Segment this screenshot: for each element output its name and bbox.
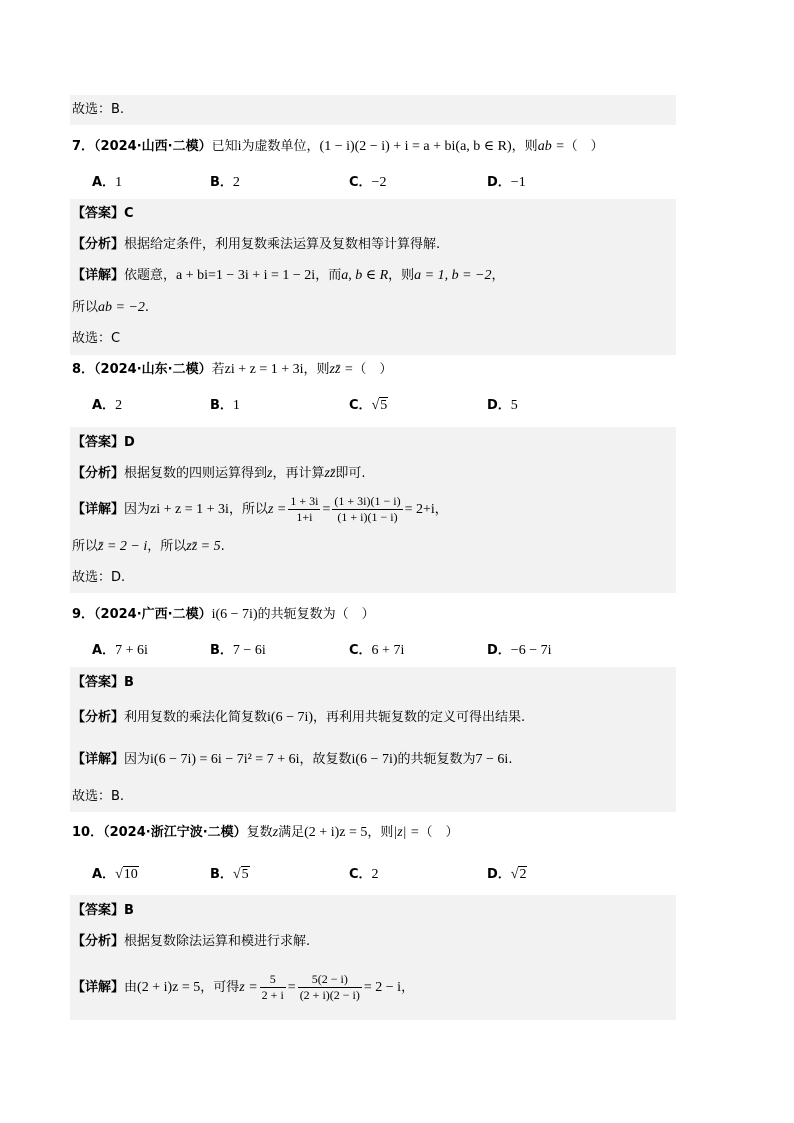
question-7-options xyxy=(0,173,794,193)
question-source: （2024·山西·二模） xyxy=(94,139,212,154)
detail-math: z = xyxy=(267,502,287,517)
stem-math: |z| = xyxy=(393,825,420,840)
detail-text: ，则 xyxy=(388,268,415,283)
stem-math: z xyxy=(272,825,279,840)
option-label: D． xyxy=(487,643,511,658)
fraction xyxy=(332,494,402,525)
answer-tag: 【答案】 xyxy=(72,903,125,918)
option-value: 2 xyxy=(371,867,379,882)
question-9-options xyxy=(0,641,794,661)
stem-text: 满足 xyxy=(278,825,305,840)
answer-value: B xyxy=(124,903,134,918)
radicand: 5 xyxy=(241,867,249,882)
analysis-tag: 【分析】 xyxy=(72,237,125,252)
question-number: 10． xyxy=(72,825,104,840)
detail-math: zi + z = 1 + 3i xyxy=(150,502,229,517)
detail-tag: 【详解】 xyxy=(72,980,125,995)
conclusion-text: 故选：B. xyxy=(72,102,125,117)
answer-line xyxy=(72,901,134,921)
option-d xyxy=(487,865,527,885)
fraction-denominator: 1+i xyxy=(296,510,313,524)
option-c xyxy=(349,865,379,885)
conclusion-line xyxy=(72,568,125,588)
analysis-text: ，再计算 xyxy=(272,466,325,481)
detail-math: ab = −2 xyxy=(98,300,145,315)
fraction-denominator: 2 + i xyxy=(261,988,284,1002)
answer-parentheses: （ ） xyxy=(564,139,604,154)
answer-value: B xyxy=(124,675,134,690)
detail-math: i(6 − 7i) xyxy=(351,752,398,767)
fraction-denominator: (1 + i)(1 − i) xyxy=(337,510,398,524)
question-10-options xyxy=(0,865,794,885)
detail-text: . xyxy=(220,539,225,554)
answer-parentheses: （ ） xyxy=(335,607,375,622)
question-10-stem xyxy=(72,823,458,843)
detail-text: ，可得 xyxy=(200,980,240,995)
analysis-text: ，再利用共轭复数的定义可得出结果. xyxy=(313,710,526,725)
analysis-line xyxy=(72,235,440,255)
question-8-stem xyxy=(72,360,392,380)
stem-text: ，则 xyxy=(511,139,538,154)
detail-line xyxy=(72,970,414,1006)
answer-line xyxy=(72,433,135,453)
stem-math: i(6 − 7i) xyxy=(211,607,258,622)
radical-sign: √ xyxy=(371,398,380,413)
equals-sign: = xyxy=(322,502,331,517)
fraction-numerator: 5 xyxy=(260,972,286,988)
radicand: 2 xyxy=(519,867,527,882)
detail-text: ， xyxy=(491,268,505,283)
option-label: B． xyxy=(210,175,233,190)
option-b xyxy=(210,173,240,193)
analysis-line xyxy=(72,464,366,484)
answer-parentheses: （ ） xyxy=(419,825,459,840)
prev-conclusion xyxy=(72,100,124,120)
detail-text: ，所以 xyxy=(147,539,187,554)
option-label: D． xyxy=(487,867,511,882)
stem-text: ，则 xyxy=(367,825,394,840)
detail-text: ，故复数 xyxy=(299,752,352,767)
option-label: A． xyxy=(92,398,116,413)
detail-math: 7 − 6i xyxy=(475,752,509,767)
solution-block-prev xyxy=(70,95,676,125)
option-value: 6 + 7i xyxy=(371,643,405,658)
option-value: −2 xyxy=(371,175,387,190)
question-source: （2024·浙江宁波·二模） xyxy=(103,825,247,840)
detail-math: a, b ∈ R xyxy=(341,268,389,283)
question-number: 8． xyxy=(72,362,95,377)
detail-tag: 【详解】 xyxy=(72,502,125,517)
conclusion-text: 故选：B. xyxy=(72,789,125,804)
detail-text: 由 xyxy=(124,980,138,995)
analysis-text: 根据给定条件，利用复数乘法运算及复数相等计算得解. xyxy=(124,237,441,252)
option-label: D． xyxy=(487,398,511,413)
detail-math: (2 + i)z = 5 xyxy=(137,980,201,995)
option-b xyxy=(210,396,240,416)
detail-text: ，所以 xyxy=(228,502,268,517)
stem-equation: zi + z = 1 + 3i xyxy=(224,362,304,377)
analysis-math: i(6 − 7i) xyxy=(267,710,314,725)
answer-value: D xyxy=(124,435,135,450)
option-value: 2 xyxy=(115,398,123,413)
radical-sign: √ xyxy=(232,867,241,882)
stem-text: 已知 xyxy=(211,139,238,154)
stem-text: 若 xyxy=(211,362,225,377)
detail-math: z = xyxy=(239,980,258,995)
answer-tag: 【答案】 xyxy=(72,675,125,690)
analysis-text: 根据复数的四则运算得到 xyxy=(124,466,268,481)
answer-value: C xyxy=(124,206,134,221)
option-label: A． xyxy=(92,175,116,190)
option-label: B． xyxy=(210,643,233,658)
analysis-math: z xyxy=(267,466,273,481)
option-value: 7 − 6i xyxy=(232,643,266,658)
detail-math: zz̄ = 5 xyxy=(186,539,221,554)
option-label: C． xyxy=(349,398,372,413)
detail-math: = 2+i xyxy=(404,502,435,517)
conclusion-text: 故选：C xyxy=(72,331,121,346)
option-label: B． xyxy=(210,867,233,882)
analysis-math: zz̄ xyxy=(324,466,336,481)
option-a xyxy=(92,865,139,885)
fraction xyxy=(288,494,320,525)
option-label: C． xyxy=(349,175,372,190)
option-value: 2 xyxy=(232,175,240,190)
option-label: A． xyxy=(92,643,116,658)
question-number: 7． xyxy=(72,139,95,154)
answer-line xyxy=(72,204,134,224)
detail-text: 的共轭复数为 xyxy=(397,752,476,767)
option-label: B． xyxy=(210,398,233,413)
detail-line xyxy=(72,750,512,770)
detail-math: z̄ = 2 − i xyxy=(98,539,148,554)
detail-text: 所以 xyxy=(72,300,99,315)
radicand: 5 xyxy=(380,398,388,413)
option-value: −1 xyxy=(510,175,526,190)
analysis-text: 根据复数除法运算和模进行求解. xyxy=(124,934,311,949)
analysis-text: 利用复数的乘法化简复数 xyxy=(124,710,268,725)
equals-sign: = xyxy=(287,980,296,995)
analysis-line xyxy=(72,708,525,728)
stem-math: ab = xyxy=(537,139,565,154)
detail-tag: 【详解】 xyxy=(72,268,125,283)
fraction-denominator: (2 + i)(2 − i) xyxy=(299,988,360,1002)
option-d xyxy=(487,173,526,193)
option-value: 1 xyxy=(115,175,123,190)
radical-sign: √ xyxy=(115,867,123,882)
stem-equation: (1 − i)(2 − i) + i = a + bi(a, b ∈ R) xyxy=(319,139,512,154)
analysis-line xyxy=(72,932,310,952)
option-b xyxy=(210,641,266,661)
stem-text: 的共轭复数为 xyxy=(257,607,336,622)
detail-text: ， xyxy=(434,502,448,517)
analysis-tag: 【分析】 xyxy=(72,710,125,725)
conclusion-line xyxy=(72,787,124,807)
analysis-tag: 【分析】 xyxy=(72,466,125,481)
detail-line xyxy=(72,492,448,528)
detail-continued-line xyxy=(72,537,225,557)
detail-math: a + bi=1 − 3i + i = 1 − 2i xyxy=(176,268,316,283)
question-source: （2024·山东·二模） xyxy=(94,362,212,377)
question-9-stem xyxy=(72,605,375,625)
stem-math: i xyxy=(237,139,242,154)
detail-text: 因为 xyxy=(124,502,151,517)
option-value: 5 xyxy=(510,398,518,413)
option-label: C． xyxy=(349,643,372,658)
detail-math: = 2 − i xyxy=(363,980,402,995)
detail-tag: 【详解】 xyxy=(72,752,125,767)
option-d xyxy=(487,396,518,416)
fraction xyxy=(298,972,362,1003)
detail-math: a = 1, b = −2 xyxy=(414,268,492,283)
option-a xyxy=(92,641,148,661)
fraction-numerator: (1 + 3i)(1 − i) xyxy=(334,494,401,508)
detail-math: i(6 − 7i) = 6i − 7i² = 7 + 6i xyxy=(150,752,300,767)
detail-text: 因为 xyxy=(124,752,151,767)
option-d xyxy=(487,641,551,661)
stem-text: 复数 xyxy=(246,825,273,840)
option-a xyxy=(92,173,122,193)
analysis-tag: 【分析】 xyxy=(72,934,125,949)
answer-line xyxy=(72,673,134,693)
option-label: C． xyxy=(349,867,372,882)
radical-sign: √ xyxy=(510,867,519,882)
detail-text: 依题意， xyxy=(124,268,177,283)
detail-text: 所以 xyxy=(72,539,99,554)
conclusion-text: 故选：D. xyxy=(72,570,126,585)
question-source: （2024·广西·二模） xyxy=(94,607,212,622)
fraction-numerator: 5(2 − i) xyxy=(298,972,362,988)
stem-text: 为虚数单位， xyxy=(241,139,320,154)
option-a xyxy=(92,396,122,416)
answer-tag: 【答案】 xyxy=(72,206,125,221)
question-8-options xyxy=(0,396,794,416)
answer-parentheses: （ ） xyxy=(353,362,393,377)
conclusion-line xyxy=(72,329,120,349)
option-b xyxy=(210,865,250,885)
detail-text: ， xyxy=(401,980,415,995)
radicand: 10 xyxy=(123,867,138,882)
option-c xyxy=(349,173,386,193)
question-number: 9． xyxy=(72,607,95,622)
detail-line xyxy=(72,266,505,286)
option-value: 7 + 6i xyxy=(115,643,148,658)
option-label: D． xyxy=(487,175,511,190)
fraction xyxy=(260,972,286,1003)
detail-text: . xyxy=(508,752,513,767)
question-7-stem xyxy=(72,137,604,157)
detail-text: ，而 xyxy=(315,268,342,283)
solution-block-q9 xyxy=(70,667,676,812)
detail-text: . xyxy=(144,300,150,315)
option-label: A． xyxy=(92,867,116,882)
option-value: −6 − 7i xyxy=(510,643,552,658)
option-c xyxy=(349,641,404,661)
stem-equation: (2 + i)z = 5 xyxy=(304,825,368,840)
stem-math: zz̄ = xyxy=(329,362,354,377)
analysis-text: 即可. xyxy=(335,466,366,481)
option-c xyxy=(349,396,388,416)
detail-continued-line xyxy=(72,298,149,318)
option-value: 1 xyxy=(232,398,240,413)
fraction-numerator: 1 + 3i xyxy=(290,494,319,508)
answer-tag: 【答案】 xyxy=(72,435,125,450)
stem-text: ，则 xyxy=(303,362,330,377)
